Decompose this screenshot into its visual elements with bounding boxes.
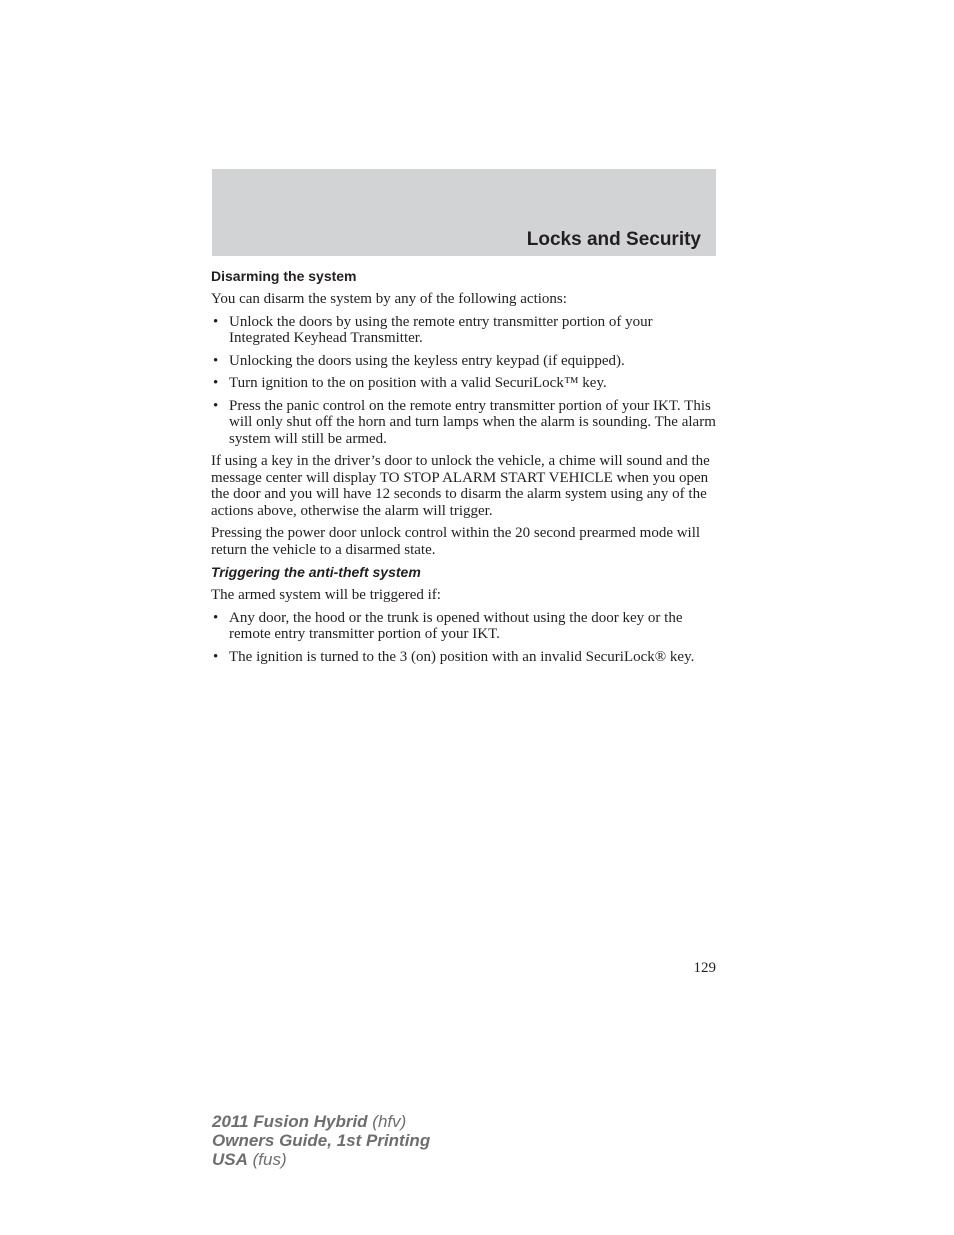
list-item-text: Unlock the doors by using the remote entry transmitter portion of your Integrated Keyhead Transmitter. bbox=[229, 313, 653, 346]
list-item-text: The ignition is turned to the 3 (on) position with an invalid SecuriLock® key. bbox=[229, 648, 695, 665]
prearmed-paragraph: Pressing the power door unlock control within the 20 second prearmed mode will return the vehicle to a disarmed state. bbox=[211, 525, 701, 558]
list-item bbox=[211, 610, 716, 643]
footer-market-code: (fus) bbox=[252, 1150, 287, 1169]
list-item bbox=[211, 314, 716, 347]
footer-line-3 bbox=[212, 1150, 430, 1169]
section-header-band bbox=[212, 169, 716, 256]
bullet-icon: • bbox=[213, 397, 219, 414]
section-title: Locks and Security bbox=[526, 229, 701, 250]
footer-market: USA bbox=[212, 1150, 248, 1169]
footer-model-code: (hfv) bbox=[372, 1112, 407, 1131]
list-item bbox=[211, 649, 716, 666]
bullet-icon: • bbox=[213, 609, 219, 626]
footer-line-2 bbox=[212, 1131, 430, 1150]
bullet-icon: • bbox=[213, 352, 219, 369]
disarm-intro: You can disarm the system by any of the following actions: bbox=[211, 291, 567, 307]
list-item bbox=[211, 353, 716, 370]
list-item bbox=[211, 398, 716, 448]
disarm-key-paragraph: If using a key in the driver’s door to unlock the vehicle, a chime will sound and the message center will display TO STOP ALARM START VEHICLE when you open the door and you will have 12 seconds to disarm the alarm system using any of the actions above, otherwise the alarm will trigger. bbox=[211, 453, 710, 519]
list-item bbox=[211, 375, 716, 392]
footer-printing: Owners Guide, 1st Printing bbox=[212, 1131, 431, 1150]
trigger-conditions-list bbox=[211, 610, 716, 666]
footer-line-1 bbox=[212, 1112, 430, 1131]
footer-publication-info bbox=[212, 1112, 430, 1169]
bullet-icon: • bbox=[213, 313, 219, 330]
trigger-intro: The armed system will be triggered if: bbox=[211, 587, 441, 603]
list-item-text: Unlocking the doors using the keyless entry keypad (if equipped). bbox=[229, 352, 625, 369]
heading-triggering: Triggering the anti-theft system bbox=[211, 564, 421, 580]
bullet-icon: • bbox=[213, 375, 219, 391]
heading-disarming: Disarming the system bbox=[211, 268, 357, 284]
bullet-icon: • bbox=[213, 648, 219, 665]
list-item-text: Press the panic control on the remote entry transmitter portion of your IKT. This will only shut off the horn and turn lamps when the alarm is sounding. The alarm system will still be armed. bbox=[229, 397, 716, 447]
footer-model: 2011 Fusion Hybrid bbox=[212, 1112, 368, 1131]
list-item-text: Any door, the hood or the trunk is opened without using the door key or the remote entry transmitter portion of your IKT. bbox=[229, 609, 683, 642]
disarm-actions-list bbox=[211, 314, 716, 448]
list-item-text: Turn ignition to the on position with a valid SecuriLock™ key. bbox=[229, 375, 607, 391]
page-content bbox=[211, 268, 716, 671]
page-number: 129 bbox=[693, 960, 716, 976]
